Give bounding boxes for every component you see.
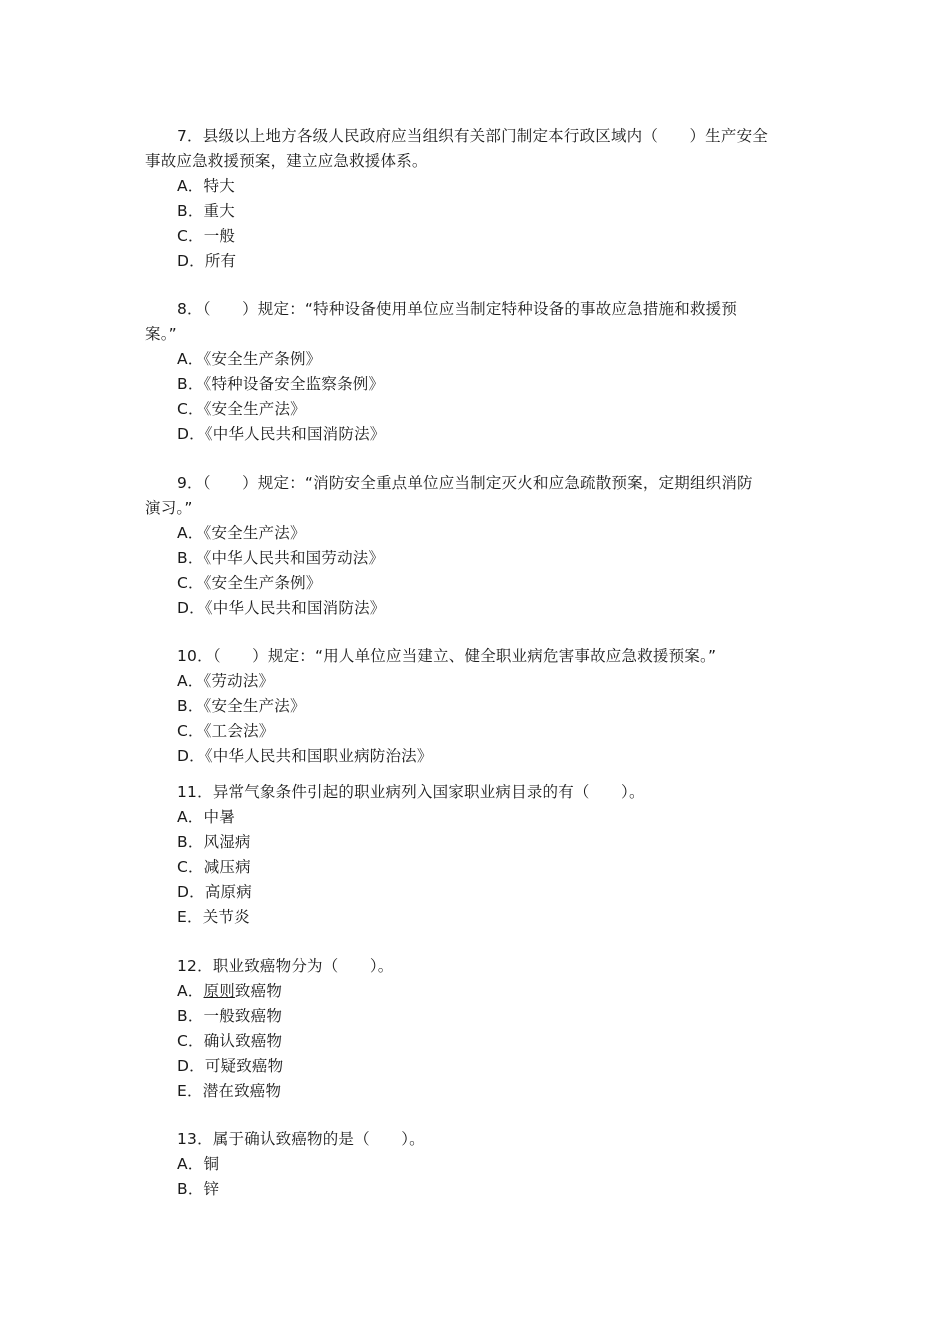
q10-option-d: D．《中华人民共和国职业病防治法》 (177, 747, 433, 765)
q9-option-d: D．《中华人民共和国消防法》 (177, 599, 386, 617)
q10-stem-line-1: 10．（ ）规定：“用人单位应当建立、健全职业病危害事故应急救援预案。” (177, 647, 717, 665)
q12-option-e: E．潜在致癌物 (177, 1082, 282, 1100)
q10-option-a: A．《劳动法》 (177, 672, 275, 690)
q7-option-d: D．所有 (177, 252, 237, 270)
q9-stem-line-1: 9．（ ）规定：“消防安全重点单位应当制定灭火和应急疏散预案，定期组织消防 (177, 474, 753, 492)
q8-option-a: A．《安全生产条例》 (177, 350, 322, 368)
q9-stem-line-2: 演习。” (145, 499, 193, 517)
q8-option-c: C．《安全生产法》 (177, 400, 306, 418)
q9-option-b: B．《中华人民共和国劳动法》 (177, 549, 385, 567)
q10-option-c: C．《工会法》 (177, 722, 275, 740)
q8-stem-line-2: 案。” (145, 325, 177, 343)
q11-option-a: A．中暑 (177, 808, 235, 826)
q7-option-a: A．特大 (177, 177, 235, 195)
q12-option-b: B．一般致癌物 (177, 1007, 283, 1025)
q8-stem-line-1: 8．（ ）规定：“特种设备使用单位应当制定特种设备的事故应急措施和救援预 (177, 300, 738, 318)
q12-option-c: C．确认致癌物 (177, 1032, 283, 1050)
q11-option-c: C．减压病 (177, 858, 251, 876)
q9-option-a: A．《安全生产法》 (177, 524, 306, 542)
q7-stem-line-1: 7．县级以上地方各级人民政府应当组织有关部门制定本行政区域内（ ）生产安全 (177, 127, 768, 145)
q12-option-a (177, 981, 837, 1001)
q11-option-e: E．关节炎 (177, 908, 250, 926)
q11-option-b: B．风湿病 (177, 833, 251, 851)
q7-option-b: B．重大 (177, 202, 235, 220)
q12-option-d: D．可疑致癌物 (177, 1057, 284, 1075)
q7-stem-line-2: 事故应急救援预案，建立应急救援体系。 (145, 152, 428, 170)
q11-stem-line-1: 11．异常气象条件引起的职业病列入国家职业病目录的有（ ）。 (177, 783, 645, 801)
q13-option-b: B．锌 (177, 1180, 220, 1198)
q8-option-b: B．《特种设备安全监察条例》 (177, 375, 385, 393)
q13-option-a: A．铜 (177, 1155, 220, 1173)
q7-option-c: C．一般 (177, 227, 236, 245)
q13-stem-line-1: 13．属于确认致癌物的是（ ）。 (177, 1130, 425, 1148)
q12-option-a-underlined-word: 原则 (203, 982, 235, 1000)
q11-option-d: D．高原病 (177, 883, 252, 901)
q9-option-c: C．《安全生产条例》 (177, 574, 322, 592)
q12-option-a-letter: A． (177, 982, 204, 1000)
q10-option-b: B．《安全生产法》 (177, 697, 306, 715)
q12-stem-line-1: 12．职业致癌物分为（ ）。 (177, 957, 394, 975)
q8-option-d: D．《中华人民共和国消防法》 (177, 425, 386, 443)
q12-option-a-rest: 致癌物 (234, 982, 283, 1000)
